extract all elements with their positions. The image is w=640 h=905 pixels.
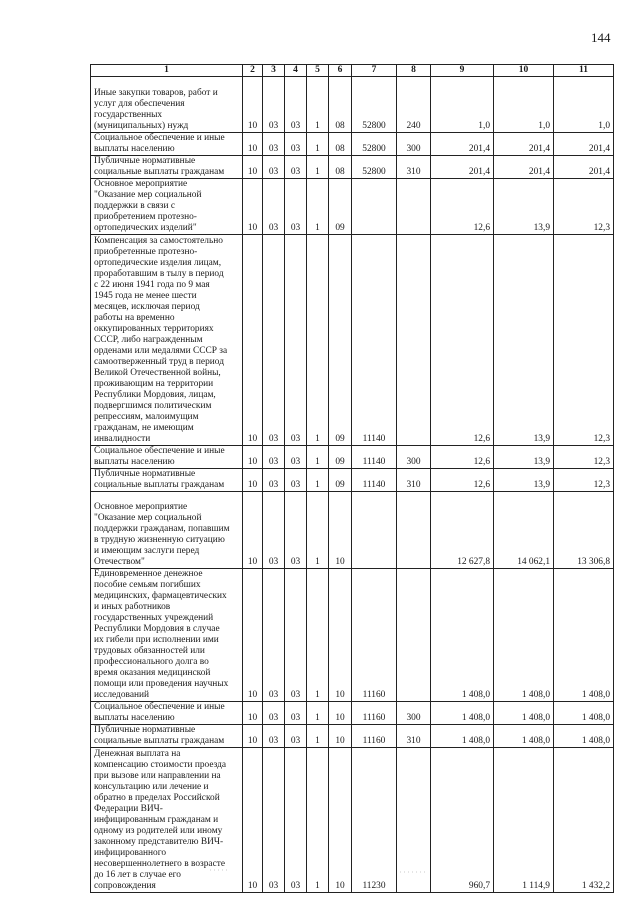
cell-col-2: 10 — [243, 702, 263, 725]
row-description: Денежная выплата на компенсацию стоимости проезда при вызове или направлении на консультацию или лечение и обратно в пределах Российской Федерации ВИЧ- инфицированным гражданам и одному из родителей или иному законному представителю ВИЧ- инфицированного несовершеннолетнего в возрасте до 16 лет в случае его сопровождения — [91, 748, 243, 893]
table-row — [91, 492, 614, 569]
cell-col-5: 1 — [307, 492, 329, 569]
cell-col-4: 03 — [285, 446, 307, 469]
cell-col-4: 03 — [285, 235, 307, 446]
cell-col-7: 11140 — [352, 235, 397, 446]
cell-col-7: 52800 — [352, 156, 397, 179]
cell-col-5: 1 — [307, 133, 329, 156]
header-cell: 8 — [397, 65, 431, 77]
table-row — [91, 133, 614, 156]
cell-col-3: 03 — [263, 156, 285, 179]
cell-col-6: 10 — [329, 569, 352, 702]
cell-col-9: 12,6 — [431, 469, 494, 492]
cell-col-9: 12,6 — [431, 446, 494, 469]
header-cell: 1 — [91, 65, 243, 77]
header-cell: 7 — [352, 65, 397, 77]
cell-col-3: 03 — [263, 492, 285, 569]
cell-col-2: 10 — [243, 235, 263, 446]
table-row — [91, 179, 614, 235]
cell-col-6: 09 — [329, 469, 352, 492]
cell-col-9: 960,7 — [431, 748, 494, 893]
cell-col-3: 03 — [263, 235, 285, 446]
cell-col-10: 13,9 — [494, 469, 554, 492]
row-description: Социальное обеспечение и иные выплаты населению — [91, 133, 243, 156]
cell-col-4: 03 — [285, 133, 307, 156]
header-cell: 6 — [329, 65, 352, 77]
header-cell: 10 — [494, 65, 554, 77]
cell-col-10: 1 114,9 — [494, 748, 554, 893]
cell-col-4: 03 — [285, 156, 307, 179]
cell-col-8: 310 — [397, 725, 431, 748]
table-row — [91, 702, 614, 725]
cell-col-9: 201,4 — [431, 133, 494, 156]
cell-col-8: 300 — [397, 133, 431, 156]
cell-col-6: 08 — [329, 77, 352, 133]
header-cell: 2 — [243, 65, 263, 77]
cell-col-11: 13 306,8 — [554, 492, 614, 569]
row-description: Публичные нормативные социальные выплаты гражданам — [91, 156, 243, 179]
cell-col-2: 10 — [243, 469, 263, 492]
cell-col-2: 10 — [243, 748, 263, 893]
row-description: Основное мероприятие "Оказание мер социальной поддержки гражданам, попавшим в трудную жизненную ситуацию и имеющим заслуги перед Отечеством" — [91, 492, 243, 569]
cell-col-4: 03 — [285, 748, 307, 893]
row-description: Публичные нормативные социальные выплаты гражданам — [91, 725, 243, 748]
cell-col-9: 1,0 — [431, 77, 494, 133]
cell-col-11: 12,3 — [554, 179, 614, 235]
table-header-row — [91, 65, 614, 77]
header-cell: 4 — [285, 65, 307, 77]
row-description: Иные закупки товаров, работ и услуг для обеспечения государственных (муниципальных) нужд — [91, 77, 243, 133]
cell-col-8 — [397, 179, 431, 235]
row-description: Социальное обеспечение и иные выплаты населению — [91, 702, 243, 725]
cell-col-6: 09 — [329, 446, 352, 469]
cell-col-11: 12,3 — [554, 446, 614, 469]
cell-col-7: 11140 — [352, 469, 397, 492]
cell-col-7: 11230 — [352, 748, 397, 893]
budget-table — [90, 64, 614, 893]
cell-col-9: 201,4 — [431, 156, 494, 179]
cell-col-11: 1 432,2 — [554, 748, 614, 893]
scan-artifact — [200, 860, 450, 880]
cell-col-5: 1 — [307, 235, 329, 446]
cell-col-2: 10 — [243, 133, 263, 156]
table-row — [91, 446, 614, 469]
cell-col-7: 52800 — [352, 77, 397, 133]
cell-col-3: 03 — [263, 446, 285, 469]
cell-col-8: 300 — [397, 702, 431, 725]
cell-col-5: 1 — [307, 702, 329, 725]
cell-col-3: 03 — [263, 748, 285, 893]
header-cell: 5 — [307, 65, 329, 77]
header-cell: 3 — [263, 65, 285, 77]
table-row — [91, 469, 614, 492]
cell-col-2: 10 — [243, 77, 263, 133]
cell-col-5: 1 — [307, 748, 329, 893]
cell-col-6: 08 — [329, 156, 352, 179]
row-description: Социальное обеспечение и иные выплаты населению — [91, 446, 243, 469]
cell-col-11: 1 408,0 — [554, 702, 614, 725]
cell-col-3: 03 — [263, 77, 285, 133]
cell-col-4: 03 — [285, 77, 307, 133]
cell-col-8: 240 — [397, 77, 431, 133]
cell-col-8: 310 — [397, 469, 431, 492]
cell-col-9: 1 408,0 — [431, 702, 494, 725]
cell-col-5: 1 — [307, 469, 329, 492]
cell-col-2: 10 — [243, 179, 263, 235]
cell-col-4: 03 — [285, 569, 307, 702]
cell-col-8 — [397, 235, 431, 446]
cell-col-9: 12,6 — [431, 179, 494, 235]
cell-col-7 — [352, 492, 397, 569]
cell-col-7: 11160 — [352, 702, 397, 725]
page-number: 144 — [591, 30, 611, 45]
cell-col-8 — [397, 492, 431, 569]
row-description: Основное мероприятие "Оказание мер социальной поддержки в связи с приобретением протезно- ортопедических изделий" — [91, 179, 243, 235]
cell-col-11: 1,0 — [554, 77, 614, 133]
cell-col-8: 300 — [397, 446, 431, 469]
row-description: Единовременное денежное пособие семьям погибших медицинских, фармацевтических и иных работников государственных учреждений Республики Мордовия в случае их гибели при исполнении ими трудовых обязанностей или профессионального долга во время оказания медицинской помощи или проведения научных исследований — [91, 569, 243, 702]
row-description: Публичные нормативные социальные выплаты гражданам — [91, 469, 243, 492]
cell-col-11: 1 408,0 — [554, 725, 614, 748]
cell-col-4: 03 — [285, 179, 307, 235]
cell-col-3: 03 — [263, 569, 285, 702]
cell-col-7: 11140 — [352, 446, 397, 469]
cell-col-3: 03 — [263, 725, 285, 748]
cell-col-3: 03 — [263, 702, 285, 725]
cell-col-11: 12,3 — [554, 235, 614, 446]
row-description: Компенсация за самостоятельно приобретенные протезно- ортопедические изделия лицам, проработавшим в тылу в период с 22 июня 1941 года по 9 мая 1945 года не менее шести месяцев, исключая период работы на временно оккупированных территориях СССР, либо награжденным орденами или медалями СССР за самоотверженный труд в период Великой Отечественной войны, проживающим на территории Республики Мордовия, лицам, подвергшимся политическим репрессиям, малоимущим гражданам, не имеющим инвалидности — [91, 235, 243, 446]
cell-col-10: 1 408,0 — [494, 569, 554, 702]
header-cell: 9 — [431, 65, 494, 77]
cell-col-8 — [397, 569, 431, 702]
cell-col-5: 1 — [307, 446, 329, 469]
cell-col-4: 03 — [285, 702, 307, 725]
cell-col-6: 10 — [329, 702, 352, 725]
cell-col-5: 1 — [307, 725, 329, 748]
cell-col-2: 10 — [243, 446, 263, 469]
cell-col-10: 13,9 — [494, 179, 554, 235]
cell-col-7: 52800 — [352, 133, 397, 156]
cell-col-3: 03 — [263, 179, 285, 235]
header-cell: 11 — [554, 65, 614, 77]
cell-col-10: 1,0 — [494, 77, 554, 133]
cell-col-7: 11160 — [352, 569, 397, 702]
table-row — [91, 156, 614, 179]
cell-col-10: 13,9 — [494, 446, 554, 469]
cell-col-7 — [352, 179, 397, 235]
cell-col-10: 201,4 — [494, 133, 554, 156]
cell-col-6: 08 — [329, 133, 352, 156]
table-row — [91, 725, 614, 748]
table-row — [91, 235, 614, 446]
cell-col-9: 12,6 — [431, 235, 494, 446]
cell-col-6: 10 — [329, 725, 352, 748]
cell-col-2: 10 — [243, 492, 263, 569]
cell-col-4: 03 — [285, 725, 307, 748]
cell-col-9: 1 408,0 — [431, 569, 494, 702]
cell-col-9: 12 627,8 — [431, 492, 494, 569]
cell-col-11: 201,4 — [554, 133, 614, 156]
cell-col-3: 03 — [263, 469, 285, 492]
cell-col-6: 10 — [329, 748, 352, 893]
cell-col-2: 10 — [243, 725, 263, 748]
cell-col-10: 1 408,0 — [494, 702, 554, 725]
cell-col-11: 12,3 — [554, 469, 614, 492]
cell-col-6: 09 — [329, 179, 352, 235]
cell-col-7: 11160 — [352, 725, 397, 748]
cell-col-10: 13,9 — [494, 235, 554, 446]
cell-col-4: 03 — [285, 492, 307, 569]
cell-col-6: 10 — [329, 492, 352, 569]
cell-col-10: 1 408,0 — [494, 725, 554, 748]
cell-col-4: 03 — [285, 469, 307, 492]
cell-col-3: 03 — [263, 133, 285, 156]
cell-col-9: 1 408,0 — [431, 725, 494, 748]
cell-col-5: 1 — [307, 569, 329, 702]
cell-col-8: 310 — [397, 156, 431, 179]
cell-col-5: 1 — [307, 77, 329, 133]
cell-col-11: 201,4 — [554, 156, 614, 179]
cell-col-2: 10 — [243, 569, 263, 702]
cell-col-10: 201,4 — [494, 156, 554, 179]
table-row — [91, 77, 614, 133]
table-row — [91, 569, 614, 702]
cell-col-6: 09 — [329, 235, 352, 446]
cell-col-11: 1 408,0 — [554, 569, 614, 702]
cell-col-5: 1 — [307, 156, 329, 179]
cell-col-10: 14 062,1 — [494, 492, 554, 569]
cell-col-5: 1 — [307, 179, 329, 235]
cell-col-2: 10 — [243, 156, 263, 179]
